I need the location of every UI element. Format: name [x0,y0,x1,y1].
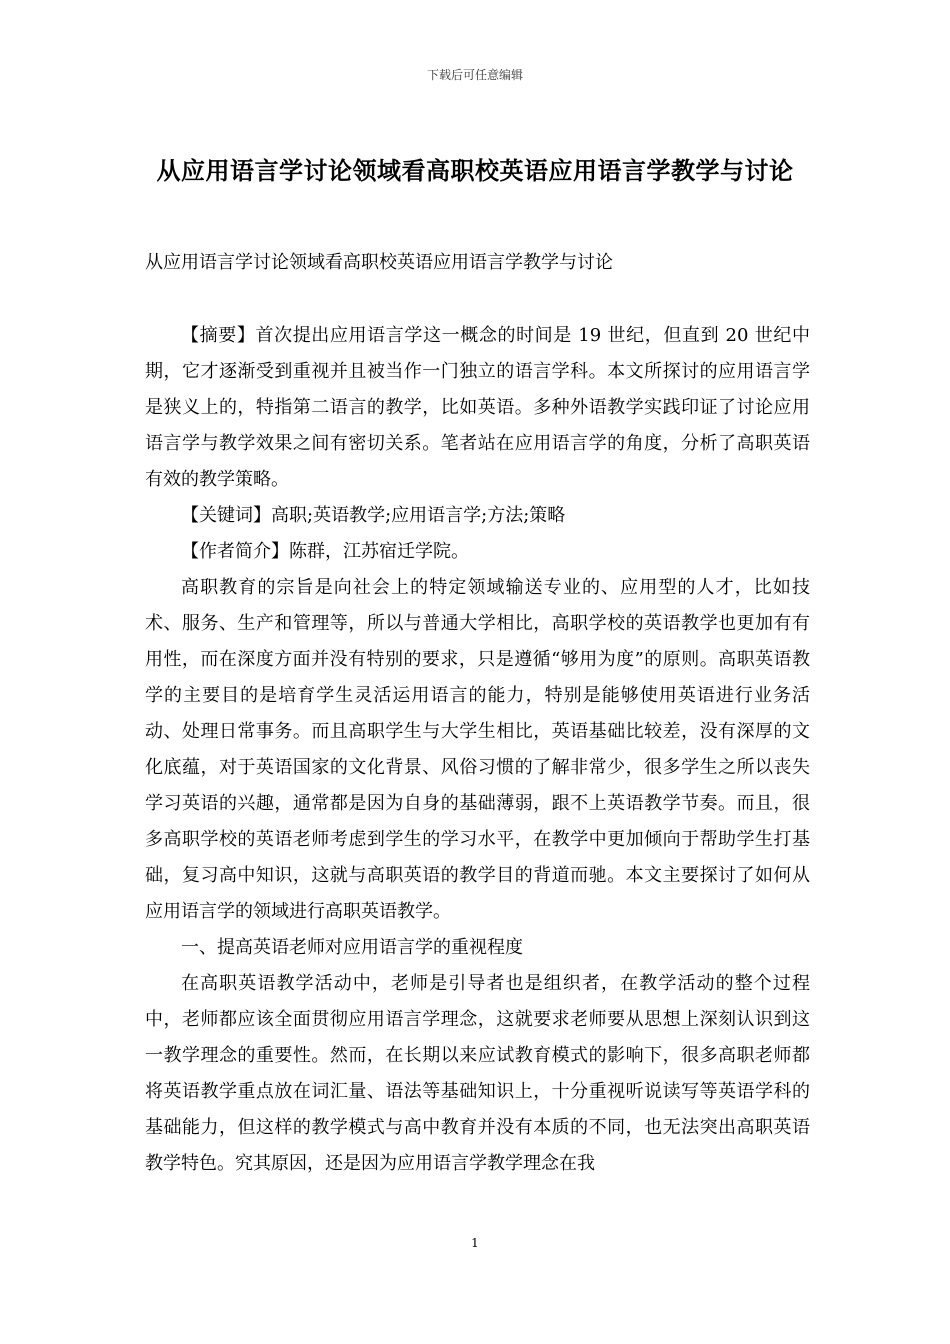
author-paragraph: 【作者简介】陈群，江苏宿迁学院。 [181,541,469,562]
intro-paragraph: 高职教育的宗旨是向社会上的特定领域输送专业的、应用型的人才，比如技术、服务、生产和管理等，所以与普通大学相比，高职学校的英语教学也更加有有用性，而在深度方面并没有特别的要求，只是遵循“够用为度”的原则。高职英语教学的主要目的是培育学生灵活运用语言的能力，特别是能够使用英语进行业务活动、处理日常事务。而且高职学生与大学生相比，英语基础比较差，没有深厚的文化底蕴，对于英语国家的文化背景、风俗习惯的了解非常少，很多学生之所以丧失学习英语的兴趣，通常都是因为自身的基础薄弱，跟不上英语教学节奏。而且，很多高职学校的英语老师考虑到学生的学习水平，在教学中更加倾向于帮助学生打基础，复习高中知识，这就与高职英语的教学目的背道而驰。本文主要探讨了如何从应用语言学的领域进行高职英语教学。 [145,577,810,922]
page-number: 1 [471,1236,479,1250]
document-body [145,318,810,1182]
page-header: 下载后可任意编辑 [426,68,523,82]
abstract-paragraph: 【摘要】首次提出应用语言学这一概念的时间是 19 世纪，但直到 20 世纪中期，它才逐渐受到重视并且被当作一门独立的语言学科。本文所探讨的应用语言学是狭义上的，特指第二语言的教学，比如英语。多种外语教学实践印证了讨论应用语言学与教学效果之间有密切关系。笔者站在应用语言学的角度，分析了高职英语有效的教学策略。 [145,325,810,490]
document-subtitle: 从应用语言学讨论领域看高职校英语应用语言学教学与讨论 [145,252,613,273]
document-title: 从应用语言学讨论领域看高职校英语应用语言学教学与讨论 [156,156,794,185]
section-heading: 一、提高英语老师对应用语言学的重视程度 [181,937,523,958]
keywords-paragraph: 【关键词】高职;英语教学;应用语言学;方法;策略 [181,505,566,526]
section-paragraph: 在高职英语教学活动中，老师是引导者也是组织者，在教学活动的整个过程中，老师都应该全面贯彻应用语言学理念，这就要求老师要从思想上深刻认识到这一教学理念的重要性。然而，在长期以来应试教育模式的影响下，很多高职老师都将英语教学重点放在词汇量、语法等基础知识上，十分重视听说读写等英语学科的基础能力，但这样的教学模式与高中教育并没有本质的不同，也无法突出高职英语教学特色。究其原因，还是因为应用语言学教学理念在我 [145,973,810,1174]
